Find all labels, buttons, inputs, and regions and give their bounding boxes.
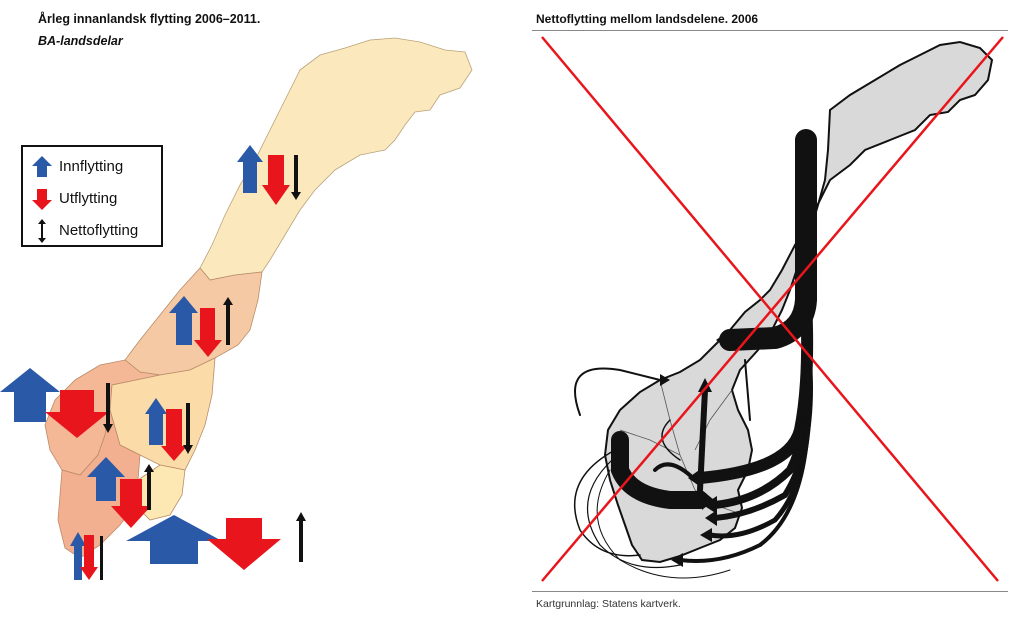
net-arrow <box>296 512 306 562</box>
legend-label: Utflytting <box>59 190 118 207</box>
legend-label: Nettoflytting <box>59 222 139 239</box>
left-subtitle: BA-landsdelar <box>38 34 123 48</box>
outflow-arrow <box>207 518 281 570</box>
netflow-map <box>520 0 1023 625</box>
source-note: Kartgrunnlag: Statens kartverk. <box>536 598 681 610</box>
right-title: Nettoflytting mellom landsdelene. 2006 <box>536 12 759 26</box>
region-mid <box>125 268 262 375</box>
legend-label: Innflytting <box>59 158 124 175</box>
double-arrow-icon <box>31 219 53 243</box>
divider <box>532 591 1008 592</box>
legend <box>21 145 163 247</box>
left-title: Årleg innanlandsk flytting 2006–2011. <box>38 12 261 26</box>
region-map <box>0 0 500 625</box>
legend-item-outflow <box>31 187 161 211</box>
right-panel <box>520 0 1023 625</box>
arrows-oslo <box>126 512 306 570</box>
net-arrow <box>100 536 103 580</box>
arrow-down-icon <box>31 187 53 211</box>
left-panel <box>0 0 500 625</box>
legend-item-net <box>31 219 161 243</box>
arrow-up-icon <box>31 155 53 179</box>
legend-item-inflow <box>31 155 161 179</box>
